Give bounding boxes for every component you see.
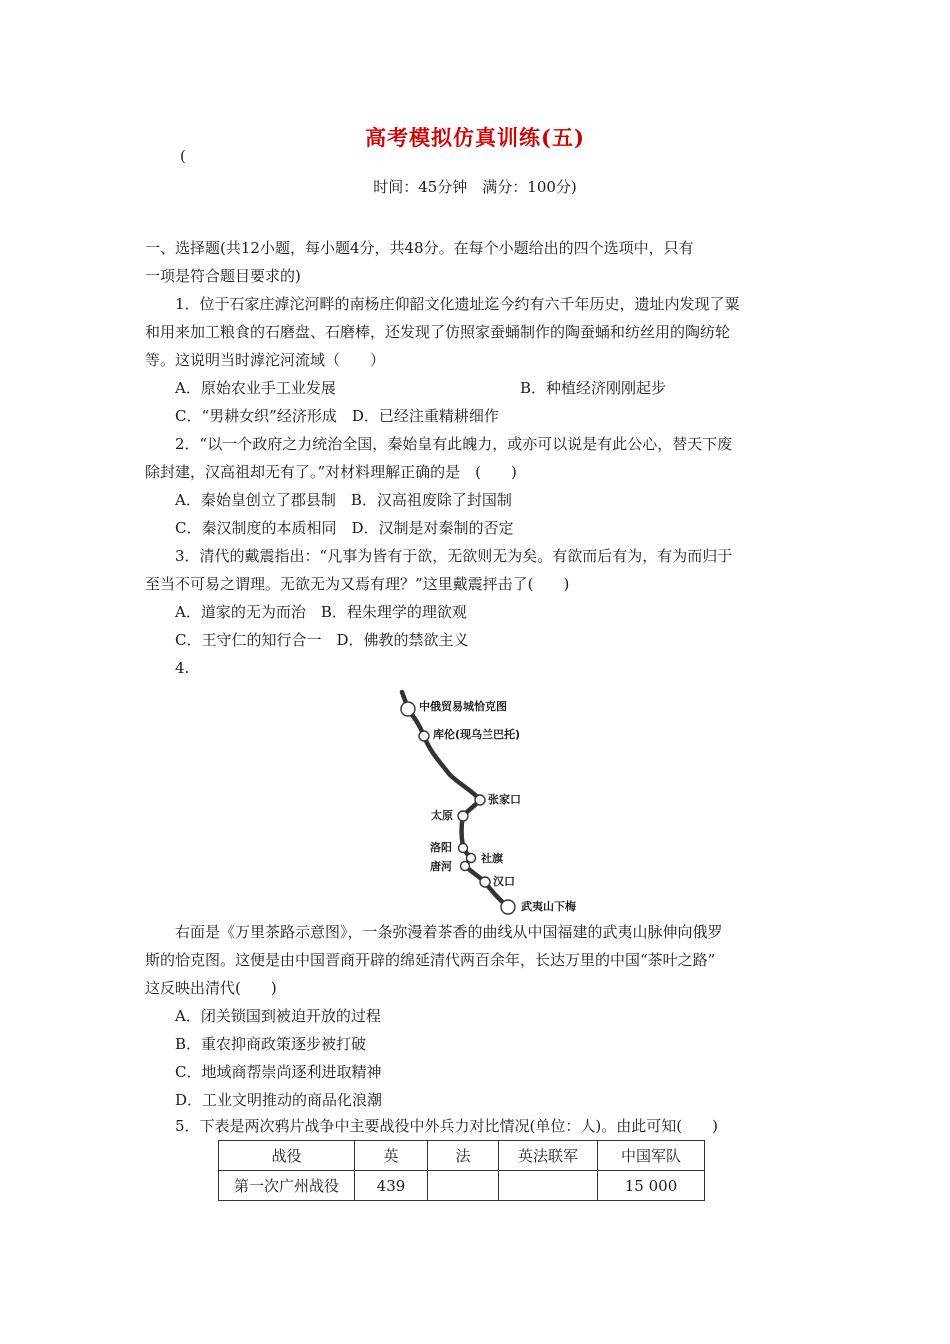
table-cell: [428, 1171, 499, 1201]
q1-option-b: B．种植经济刚刚起步: [520, 379, 667, 397]
map-node-kulun: [419, 731, 429, 741]
map-node-taiyuan: [458, 811, 468, 821]
page-title: 高考模拟仿真训练(五): [365, 125, 585, 150]
map-label-wuyishan: 武夷山下梅: [521, 900, 576, 913]
table-header-cell: 英: [355, 1141, 428, 1171]
q3-option-ab: A．道家的无为而治 B．程朱理学的理欲观: [175, 603, 467, 621]
q4-option-a: A．闭关锁国到被迫开放的过程: [175, 1007, 381, 1025]
map-label-tanghe: 唐河: [430, 860, 452, 873]
map-node-kiakhta: [401, 702, 415, 716]
table-row: [219, 1171, 705, 1201]
q5-line1: 5．下表是两次鸦片战争中主要战役中外兵力对比情况(单位：人)。由此可知( ): [175, 1117, 718, 1135]
q1-option-cd: C．“男耕女织”经济形成 D．已经注重精耕细作: [175, 407, 499, 425]
exam-meta: 时间：45分钟 满分：100分): [373, 178, 577, 196]
map-node-tanghe: [461, 862, 470, 871]
map-node-sheqi: [467, 854, 476, 863]
map-node-luoyang: [459, 844, 468, 853]
q2-line1: 2．“以一个政府之力统治全国，秦始皇有此魄力，或亦可以说是有此公心，替天下废: [175, 435, 733, 453]
q2-line2: 除封建，汉高祖却无有了。”对材料理解正确的是 ( ): [145, 463, 517, 481]
table-header-cell: 英法联军: [499, 1141, 598, 1171]
q4-option-d: D．工业文明推动的商品化浪潮: [175, 1091, 383, 1109]
map-label-hankou: 汉口: [493, 875, 515, 888]
q4-option-b: B．重农抑商政策逐步被打破: [175, 1035, 367, 1053]
q2-option-ab: A．秦始皇创立了郡县制 B．汉高祖废除了封国制: [175, 491, 512, 509]
troop-comparison-table: [218, 1140, 705, 1201]
map-label-kulun: 库伦(现乌兰巴托): [433, 728, 521, 741]
map-label-luoyang: 洛阳: [430, 841, 452, 854]
q1-line1: 1．位于石家庄滹沱河畔的南杨庄仰韶文化遗址迄今约有六千年历史，遗址内发现了粟: [175, 295, 740, 313]
q3-option-cd: C．王守仁的知行合一 D．佛教的禁欲主义: [175, 631, 469, 649]
section-heading-line2: 一项是符合题目要求的): [145, 267, 301, 285]
q3-line2: 至当不可易之谓理。无欲无为又焉有理？”这里戴震抨击了( ): [145, 575, 570, 593]
table-cell: 第一次广州战役: [219, 1171, 355, 1201]
q1-line3: 等。这说明当时滹沱河流域（ ）: [145, 351, 386, 369]
table-cell: 15 000: [598, 1171, 705, 1201]
q2-option-cd: C．秦汉制度的本质相同 D．汉制是对秦制的否定: [175, 519, 514, 537]
table-header-cell: 战役: [219, 1141, 355, 1171]
q4-option-c: C．地域商帮崇尚逐利进取精神: [175, 1063, 382, 1081]
q4-line2: 斯的恰克图。这便是由中国晋商开辟的绵延清代两百余年，长达万里的中国“茶叶之路”: [145, 951, 716, 969]
q1-line2: 和用来加工粮食的石磨盘、石磨棒，还发现了仿照家蚕蛹制作的陶蚕蛹和纺丝用的陶纺轮: [145, 323, 731, 341]
map-node-hankou: [480, 877, 490, 887]
table-header-row: [219, 1141, 705, 1171]
table-header-cell: 中国军队: [598, 1141, 705, 1171]
q4-number: 4.: [175, 659, 190, 677]
q4-line1: 右面是《万里茶路示意图》，一条弥漫着茶香的曲线从中国福建的武夷山脉伸向俄罗: [175, 923, 723, 941]
q3-line1: 3．清代的戴震指出：“凡事为皆有于欲，无欲则无为矣。有欲而后有为，有为而归于: [175, 547, 733, 565]
table-header-cell: 法: [428, 1141, 499, 1171]
q1-option-a: A．原始农业手工业发展: [175, 379, 336, 397]
map-node-zhangjiakou: [475, 795, 485, 805]
map-label-zhangjiakou: 张家口: [488, 793, 521, 806]
table-cell: [499, 1171, 598, 1201]
section-heading-line1: 一、选择题(共12小题，每小题4分，共48分。在每个小题给出的四个选项中，只有: [145, 239, 694, 257]
table-cell: 439: [355, 1171, 428, 1201]
map-node-wuyishan: [501, 900, 515, 914]
map-label-kiakhta: 中俄贸易城恰克图: [419, 700, 507, 713]
stray-paren: (: [180, 147, 186, 165]
map-label-taiyuan: 太原: [431, 809, 453, 822]
q4-line3: 这反映出清代( ): [145, 979, 277, 997]
map-label-sheqi: 社旗: [481, 852, 503, 865]
